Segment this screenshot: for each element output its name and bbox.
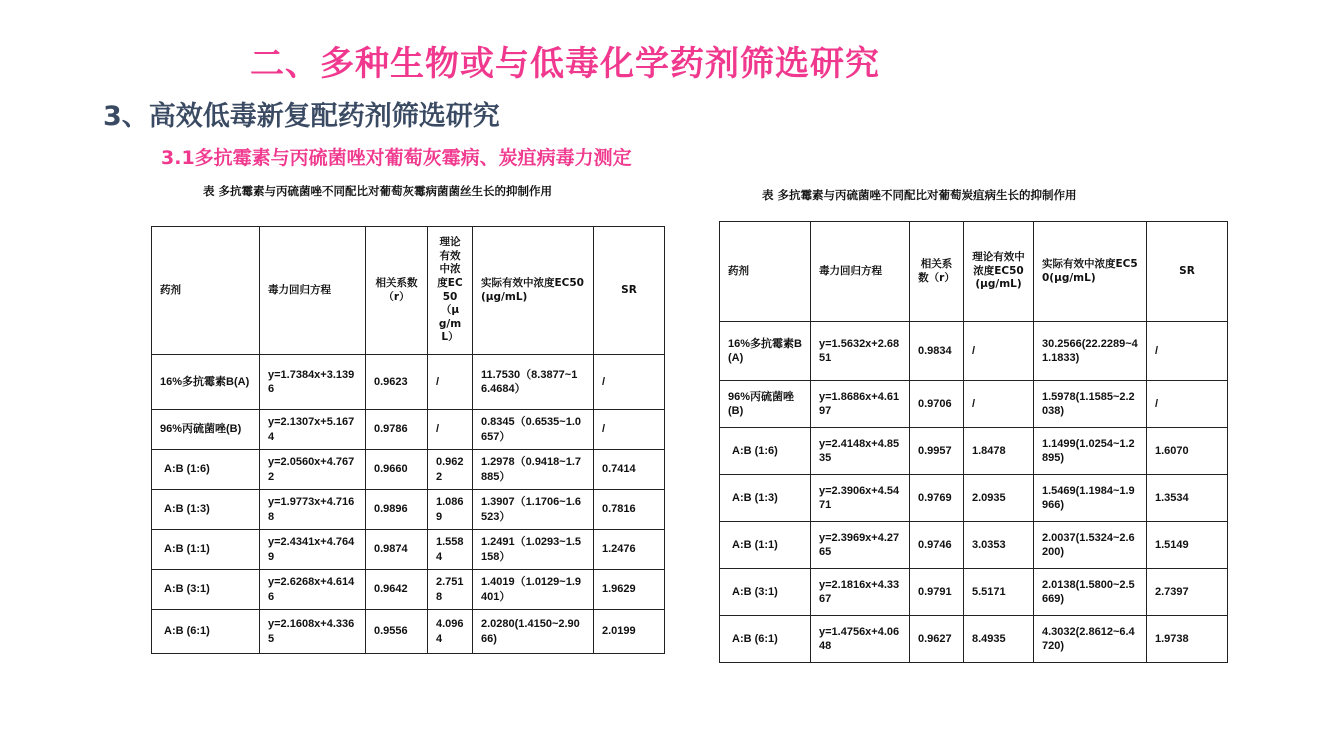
- table-cell: 1.3534: [1147, 475, 1228, 522]
- table-cell: A:B (1:1): [152, 530, 260, 570]
- table-cell: 2.0199: [594, 610, 665, 654]
- table-cell: 96%丙硫菌唑(B): [152, 410, 260, 450]
- column-header: 相关系数（r）: [366, 227, 428, 355]
- table-cell: /: [964, 381, 1034, 428]
- table-cell: A:B (1:1): [720, 522, 811, 569]
- column-header: 理论有效中浓度EC50（μg/mL）: [428, 227, 473, 355]
- table-cell: 2.0138(1.5800~2.5669): [1034, 569, 1147, 616]
- table-header-row: [152, 227, 665, 355]
- column-header: SR: [594, 227, 665, 355]
- table-row: [152, 410, 665, 450]
- table-row: [720, 569, 1228, 616]
- table-cell: 1.3907（1.1706~1.6523）: [473, 490, 594, 530]
- column-header: 药剂: [720, 222, 811, 322]
- table-cell: /: [1147, 322, 1228, 381]
- table-row: [720, 428, 1228, 475]
- table-cell: 0.9627: [910, 616, 964, 663]
- table-cell: 0.9957: [910, 428, 964, 475]
- table-cell: 1.4019（1.0129~1.9401）: [473, 570, 594, 610]
- column-header: 相关系数（r）: [910, 222, 964, 322]
- table-cell: 1.9738: [1147, 616, 1228, 663]
- table-row: [720, 322, 1228, 381]
- table-cell: 0.8345（0.6535~1.0657）: [473, 410, 594, 450]
- main-title: 二、多种生物或与低毒化学药剂筛选研究: [250, 44, 880, 84]
- table-left-caption: 表 多抗霉素与丙硫菌唑不同配比对葡萄灰霉病菌菌丝生长的抑制作用: [203, 184, 552, 198]
- table-cell: y=2.4148x+4.8535: [811, 428, 910, 475]
- column-header: SR: [1147, 222, 1228, 322]
- table-cell: 1.6070: [1147, 428, 1228, 475]
- table-cell: 0.9746: [910, 522, 964, 569]
- table-cell: A:B (1:3): [720, 475, 811, 522]
- table-cell: 2.7397: [1147, 569, 1228, 616]
- table-cell: 4.3032(2.8612~6.4720): [1034, 616, 1147, 663]
- table-row: [720, 381, 1228, 428]
- table-cell: 0.9791: [910, 569, 964, 616]
- table-cell: 5.5171: [964, 569, 1034, 616]
- table-cell: y=2.3969x+4.2765: [811, 522, 910, 569]
- table-cell: 1.0869: [428, 490, 473, 530]
- table-cell: 1.8478: [964, 428, 1034, 475]
- subsection-title: 3.1多抗霉素与丙硫菌唑对葡萄灰霉病、炭疽病毒力测定: [161, 147, 632, 169]
- table-cell: /: [428, 410, 473, 450]
- table-cell: A:B (1:3): [152, 490, 260, 530]
- table-cell: 0.7816: [594, 490, 665, 530]
- table-cell: 2.0280(1.4150~2.9066): [473, 610, 594, 654]
- table-cell: A:B (3:1): [720, 569, 811, 616]
- table-row: [152, 450, 665, 490]
- table-cell: y=1.4756x+4.0648: [811, 616, 910, 663]
- table-cell: y=1.9773x+4.7168: [260, 490, 366, 530]
- table-cell: 1.2491（1.0293~1.5158）: [473, 530, 594, 570]
- table-cell: y=2.0560x+4.7672: [260, 450, 366, 490]
- table-header-row: [720, 222, 1228, 322]
- table-cell: 0.9769: [910, 475, 964, 522]
- table-cell: A:B (1:6): [152, 450, 260, 490]
- table-right: [719, 221, 1228, 663]
- table-cell: 1.2978（0.9418~1.7885）: [473, 450, 594, 490]
- table-cell: 1.2476: [594, 530, 665, 570]
- table-cell: 0.9896: [366, 490, 428, 530]
- column-header: 毒力回归方程: [811, 222, 910, 322]
- table-cell: 16%多抗霉素B(A): [152, 355, 260, 410]
- table-cell: 16%多抗霉素B(A): [720, 322, 811, 381]
- table-cell: 2.0037(1.5324~2.6200): [1034, 522, 1147, 569]
- table-cell: 30.2566(22.2289~41.1833): [1034, 322, 1147, 381]
- table-cell: 1.5978(1.1585~2.2038): [1034, 381, 1147, 428]
- table-row: [152, 490, 665, 530]
- table-cell: 1.5149: [1147, 522, 1228, 569]
- table-cell: 1.1499(1.0254~1.2895): [1034, 428, 1147, 475]
- table-row: [720, 616, 1228, 663]
- table-row: [720, 522, 1228, 569]
- section-title: 3、高效低毒新复配药剂筛选研究: [103, 101, 500, 132]
- table-row: [152, 530, 665, 570]
- table-cell: y=2.1307x+5.1674: [260, 410, 366, 450]
- table-cell: A:B (3:1): [152, 570, 260, 610]
- table-cell: y=2.4341x+4.7649: [260, 530, 366, 570]
- table-cell: 0.7414: [594, 450, 665, 490]
- table-body: [720, 222, 1228, 663]
- column-header: 实际有效中浓度EC50(μg/mL): [1034, 222, 1147, 322]
- column-header: 实际有效中浓度EC50(μg/mL): [473, 227, 594, 355]
- table-row: [720, 475, 1228, 522]
- table-cell: 0.9834: [910, 322, 964, 381]
- table-cell: A:B (6:1): [720, 616, 811, 663]
- table-body: [152, 227, 665, 654]
- table-cell: 0.9660: [366, 450, 428, 490]
- table-cell: 3.0353: [964, 522, 1034, 569]
- table-cell: 1.9629: [594, 570, 665, 610]
- table-cell: /: [428, 355, 473, 410]
- table-cell: 1.5584: [428, 530, 473, 570]
- table-cell: 0.9622: [428, 450, 473, 490]
- table-cell: 0.9874: [366, 530, 428, 570]
- table-row: [152, 570, 665, 610]
- table-cell: 4.0964: [428, 610, 473, 654]
- table-cell: /: [964, 322, 1034, 381]
- table-cell: y=1.7384x+3.1396: [260, 355, 366, 410]
- table-cell: y=2.1816x+4.3367: [811, 569, 910, 616]
- table-cell: 0.9786: [366, 410, 428, 450]
- table-cell: 11.7530（8.3877~16.4684）: [473, 355, 594, 410]
- table-left: [151, 226, 665, 654]
- table-cell: y=2.3906x+4.5471: [811, 475, 910, 522]
- table-cell: /: [594, 410, 665, 450]
- table-cell: 0.9642: [366, 570, 428, 610]
- table-cell: y=2.1608x+4.3365: [260, 610, 366, 654]
- column-header: 药剂: [152, 227, 260, 355]
- table-cell: y=2.6268x+4.6146: [260, 570, 366, 610]
- column-header: 毒力回归方程: [260, 227, 366, 355]
- table-cell: 1.5469(1.1984~1.9966): [1034, 475, 1147, 522]
- table-cell: A:B (1:6): [720, 428, 811, 475]
- table-row: [152, 355, 665, 410]
- table-cell: 96%丙硫菌唑(B): [720, 381, 811, 428]
- table-right-caption: 表 多抗霉素与丙硫菌唑不同配比对葡萄炭疽病生长的抑制作用: [762, 188, 1077, 202]
- table-cell: 2.7518: [428, 570, 473, 610]
- table-cell: y=1.8686x+4.6197: [811, 381, 910, 428]
- table-cell: 0.9623: [366, 355, 428, 410]
- table-cell: 8.4935: [964, 616, 1034, 663]
- table-cell: y=1.5632x+2.6851: [811, 322, 910, 381]
- table-row: [152, 610, 665, 654]
- table-cell: 2.0935: [964, 475, 1034, 522]
- column-header: 理论有效中浓度EC50(μg/mL): [964, 222, 1034, 322]
- table-cell: /: [1147, 381, 1228, 428]
- table-cell: /: [594, 355, 665, 410]
- table-cell: 0.9706: [910, 381, 964, 428]
- table-cell: A:B (6:1): [152, 610, 260, 654]
- table-cell: 0.9556: [366, 610, 428, 654]
